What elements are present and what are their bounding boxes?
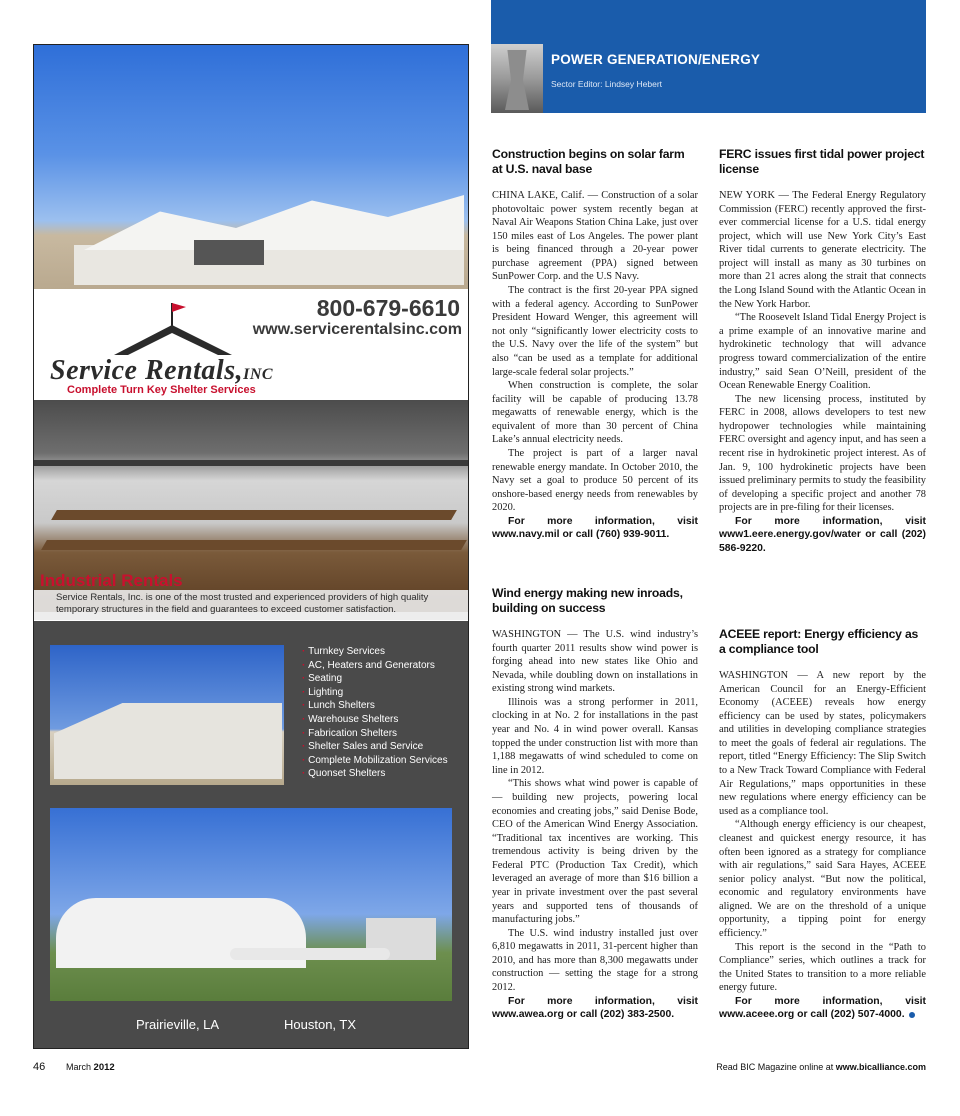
article-paragraph: WASHINGTON — A new report by the American Council for an Energy-Efficient Economy (ACEEE) reveals how energy efficiency can be used by states, policymakers and utilities in developing compliance strategies to meet the goals of federal air regulations. The report, titled “Energy Efficiency: The Slip Switch to a New Track Toward Compliance with Federal Air Regulations,” maps opportunities in these new regulations where energy efficiency can be used as a compliance tool. xyxy=(719,670,926,817)
issue-date: March 2012 xyxy=(66,1062,115,1073)
ad-industrial-heading: Industrial Rentals xyxy=(40,571,183,590)
article-paragraph: WASHINGTON — The U.S. wind industry’s fourth quarter 2011 results show wind power is forging ahead into new states like Ohio and Nevada, while doubling down on installations in existing strong wind markets. xyxy=(492,629,698,695)
article-paragraph: CHINA LAKE, Calif. — Construction of a solar photovoltaic power system recently began at Naval Air Weapons Station China Lake, just over 150 miles east of Los Angeles. The power plant is being financed through a 20-year power purchase agreement (PPA) signed between SunPower Corp. and the U.S Navy. xyxy=(492,190,698,283)
service-item: · Shelter Sales and Service xyxy=(302,740,448,754)
quonset-shelter-photo xyxy=(50,808,452,1001)
footer-read-online: Read BIC Magazine online at www.bicalliance.com xyxy=(716,1062,926,1072)
ad-location-prairieville: Prairieville, LA xyxy=(136,1017,220,1032)
ad-website-link[interactable]: www.servicerentalsinc.com xyxy=(252,321,462,338)
ad-description: Service Rentals, Inc. is one of the most trusted and experienced providers of high quality temporary structures in the field and guarantees to exceed customer satisfaction. xyxy=(34,590,468,620)
article-paragraph: Illinois was a strong performer in 2011, clocking in at No. 2 for installations in the past year and No. 4 in wind power overall. Kansas topped the under construction list with more than 1,188 megawatts of wind scheduled to come on line in 2012. xyxy=(492,696,698,776)
aceee-headline: ACEEE report: Energy efficiency as a compliance tool xyxy=(719,627,919,656)
tent-photo-top xyxy=(34,45,468,289)
service-item: · Fabrication Shelters xyxy=(302,727,448,741)
shelter-photo xyxy=(50,645,284,785)
article-paragraph: The contract is the first 20-year PPA signed with a federal agency. According to SunPower President Howard Wenger, this agreement will not only “significantly lower electricity costs to the U.S. Navy over the life of the system” but also “can be used as a template for additional large-scale federal solar projects.” xyxy=(492,285,698,378)
sector-editor-photo xyxy=(491,44,543,113)
service-item: · Complete Mobilization Services xyxy=(302,754,448,768)
ad-tagline: Complete Turn Key Shelter Services xyxy=(67,384,256,396)
ferc-headline: FERC issues first tidal power project license xyxy=(719,147,925,176)
ad-services-list xyxy=(302,645,448,781)
ad-phone[interactable]: 800-679-6610 xyxy=(316,295,460,321)
ad-logo-wordmark: Service Rentals,INC xyxy=(50,355,274,386)
footer-website-link[interactable]: www.bicalliance.com xyxy=(835,1062,926,1072)
service-item: · AC, Heaters and Generators xyxy=(302,659,448,673)
article-paragraph: The project is part of a larger naval renewable energy mandate. In October 2010, the Navy set a goal to produce 50 percent of its onshore-based energy needs from renewables by 2020. xyxy=(492,447,698,514)
solar-more-info[interactable]: For more information, visit www.navy.mil or call (760) 939-9011. xyxy=(492,515,698,541)
article-paragraph: “The Roosevelt Island Tidal Energy Project is a prime example of an innovative marine and hydrokinetic technology that will advance progress toward commercialization of the entire industry,” said Sean O’Neill, president of the Ocean Renewable Energy Coalition. xyxy=(719,312,926,392)
section-title: POWER GENERATION/ENERGY xyxy=(551,52,761,67)
service-item: · Lunch Shelters xyxy=(302,699,448,713)
wind-headline: Wind energy making new inroads, building on success xyxy=(492,586,683,615)
aceee-article xyxy=(719,669,926,1022)
article-paragraph: The U.S. wind industry installed just over 6,810 megawatts in 2011, 31-percent higher than 2010, and has more than 8,300 megawatts under construction — setting the stage for a strong 2012. xyxy=(492,927,698,994)
wind-more-info[interactable]: For more information, visit www.awea.org or call (202) 383-2500. xyxy=(492,995,698,1021)
service-item: · Quonset Shelters xyxy=(302,767,448,781)
tent-logo-icon xyxy=(110,297,240,357)
aceee-more-info[interactable]: For more information, visit www.aceee.org or call (202) 507-4000. xyxy=(719,995,926,1021)
solar-article xyxy=(492,189,698,542)
service-item: · Lighting xyxy=(302,686,448,700)
service-rentals-ad xyxy=(33,44,469,1049)
end-mark-icon xyxy=(909,1012,915,1018)
article-paragraph: When construction is complete, the solar facility will be capable of producing 13.78 megawatts of renewable energy, which is the equivalent of more than 30 percent of China Lake’s annual electricity needs. xyxy=(492,380,698,446)
solar-headline: Construction begins on solar farm at U.S. naval base xyxy=(492,147,685,176)
ad-location-houston: Houston, TX xyxy=(284,1017,357,1032)
sector-editor: Sector Editor: Lindsey Hebert xyxy=(551,79,663,89)
ferc-more-info[interactable]: For more information, visit www1.eere.energy.gov/water or call (202) 586-9220. xyxy=(719,515,926,555)
article-paragraph: This report is the second in the “Path to Compliance” series, which outlines a track for the United States to transition to a more reliable energy future. xyxy=(719,941,926,994)
service-item: · Turnkey Services xyxy=(302,645,448,659)
wind-article xyxy=(492,628,698,1022)
article-paragraph: “This shows what wind power is capable of — building new projects, powering local economies and creating jobs,” said Denise Bode, CEO of the American Wind Energy Association. “Traditional tax incentives are working. This tremendous activity is being driven by the Federal PTC (Production Tax Credit), which leveraged an average of more than $16 billion a year in private investment over the past several years and supported tens of thousands of manufacturing jobs.” xyxy=(492,778,698,926)
article-paragraph: The new licensing process, instituted by FERC in 2008, allows developers to test new hydropower technologies while maintaining FERC oversight and agency input, and has seen a recent rise in hydrokinetic project interest. As of Jan. 9, 100 hydrokinetic projects have been issued preliminary permits to study the feasibility of developing a specific project and another 78 projects are in pre-filing for their licenses. xyxy=(719,393,926,514)
article-paragraph: NEW YORK — The Federal Energy Regulatory Commission (FERC) recently approved the first-ever commercial license for a U.S. tidal energy project, which will use New York City’s East River tidal currents to generate electricity. The project will install as many as 30 turbines on more than 21 acres along the strait that connects the Long Island Sound with the Atlantic Ocean in the New York Harbor. xyxy=(719,190,926,310)
service-item: · Seating xyxy=(302,672,448,686)
page-number: 46 xyxy=(33,1061,46,1073)
article-paragraph: “Although energy efficiency is our cheapest, cleanest and quickest energy resource, it has often been ignored as a strategy for compliance with air regulations,” said Sara Hayes, ACEEE senior policy analyst. “But now the political, economic and regulatory environments have aligned. We are on the threshold of a unique opportunity, a tipping point for energy efficiency.” xyxy=(719,819,926,939)
service-item: · Warehouse Shelters xyxy=(302,713,448,727)
ferc-article xyxy=(719,189,926,556)
